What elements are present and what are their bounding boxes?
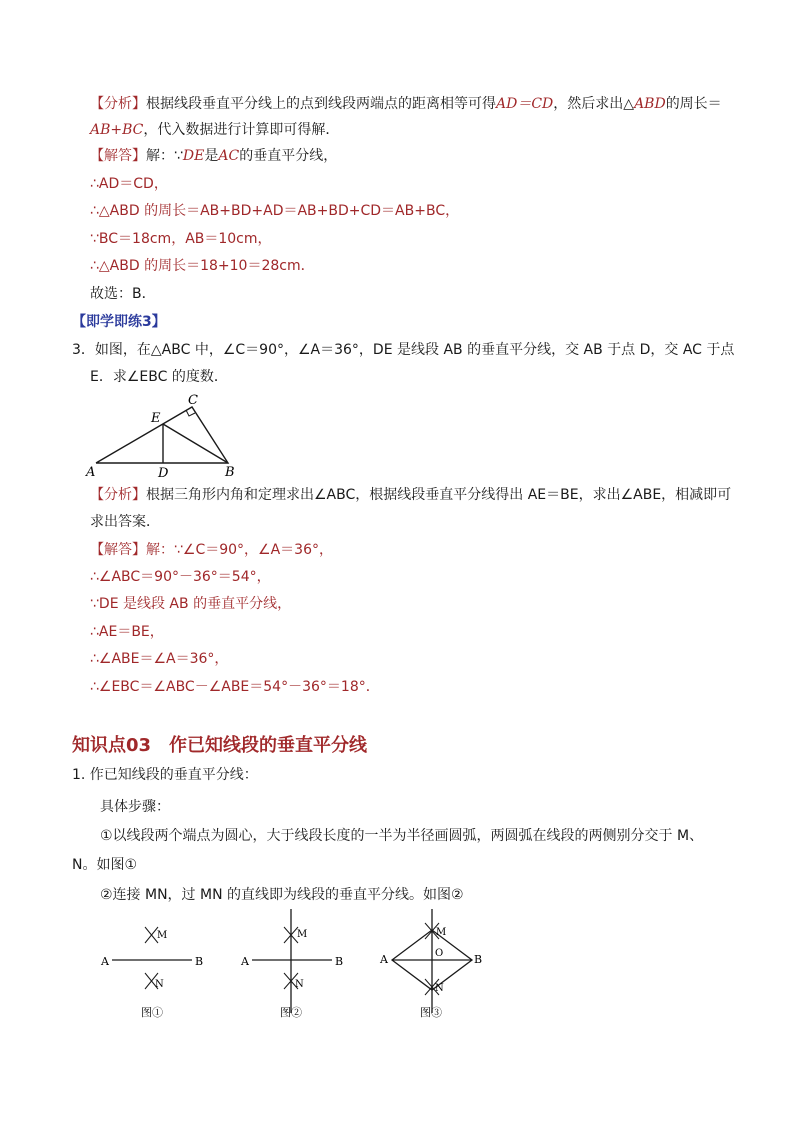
ex2-answer-line4: ∵BC＝18cm，AB＝10cm， [90, 231, 272, 247]
ex2-answer-line1: 【解答】解：∵DE是AC的垂直平分线， [90, 148, 338, 164]
label-n: N [155, 979, 164, 990]
right-angle-mark [186, 410, 195, 416]
answer-tag: 【解答】 [90, 148, 146, 164]
analysis-tag: 【分析】 [90, 96, 146, 112]
answer-tag: 【解答】 [90, 542, 146, 558]
figure-caption: 图③ [420, 1006, 442, 1019]
practice3-analysis-line1: 【分析】根据三角形内角和定理求出∠ABC，根据线段垂直平分线得出 AE＝BE，求出∠ABE，相减即可 [90, 487, 732, 503]
practice3-answer-line4: ∴AE＝BE， [90, 624, 164, 640]
ex2-answer-line2: ∴AD＝CD， [90, 176, 168, 192]
practice3-label: 【即学即练3】 [72, 314, 166, 330]
construction-figure-1 [95, 915, 215, 1025]
figure-caption: 图① [141, 1006, 163, 1019]
ex2-analysis-line2: AB+BC，代入数据进行计算即可得解． [90, 122, 340, 138]
label-b: B [335, 955, 344, 968]
section3-step2: ②连接 MN，过 MN 的直线即为线段的垂直平分线。如图② [100, 887, 464, 903]
label-a: A [380, 953, 388, 966]
label-n: N [435, 983, 444, 994]
label-m: M [157, 930, 168, 941]
practice3-question-line2: E．求∠EBC 的度数． [90, 369, 228, 385]
construction-figure-2 [235, 905, 355, 1025]
ex2-answer-line5: ∴△ABD 的周长＝18+10＝28cm． [90, 258, 315, 274]
label-m: M [297, 929, 308, 940]
section3-item1: 1. 作已知线段的垂直平分线： [72, 767, 258, 783]
section3-step1-line1: ①以线段两个端点为圆心，大于线段长度的一半为半径画圆弧，两圆弧在线段的两侧别分交于 M、 [100, 828, 704, 844]
triangle-abc-figure [80, 386, 250, 480]
point-label-e: E [151, 411, 161, 426]
label-b: B [195, 955, 204, 968]
point-label-a: A [86, 465, 96, 480]
practice3-answer-line2: ∴∠ABC＝90°－36°＝54°， [90, 569, 271, 585]
label-n: N [295, 979, 304, 990]
analysis-tag: 【分析】 [90, 487, 146, 503]
section3-steps-title: 具体步骤： [100, 799, 170, 815]
label-m: M [436, 927, 447, 938]
practice3-answer-line1: 【解答】解：∵∠C＝90°，∠A＝36°， [90, 542, 333, 558]
label-o: O [435, 948, 444, 959]
point-label-d: D [158, 466, 169, 480]
practice3-answer-line5: ∴∠ABE＝∠A＝36°， [90, 651, 229, 667]
practice3-question-line1: 3．如图，在△ABC 中，∠C＝90°，∠A＝36°，DE 是线段 AB 的垂直平分线，交 AB 于点 D，交 AC 于点 [72, 342, 735, 358]
label-a: A [241, 955, 249, 968]
practice3-answer-line6: ∴∠EBC＝∠ABC－∠ABE＝54°－36°＝18°． [90, 679, 380, 695]
label-b: B [474, 953, 483, 966]
ex2-answer-line3: ∴△ABD 的周长＝AB+BD+AD＝AB+BD+CD＝AB+BC， [90, 203, 460, 219]
point-label-b: B [225, 465, 235, 480]
triangle-outline [96, 407, 228, 463]
segment-eb [163, 424, 228, 463]
section-heading: 知识点03 作已知线段的垂直平分线 [72, 735, 368, 756]
label-a: A [101, 955, 109, 968]
practice3-answer-line3: ∵DE 是线段 AB 的垂直平分线， [90, 596, 292, 612]
ex2-analysis-line1: 【分析】根据线段垂直平分线上的点到线段两端点的距离相等可得AD＝CD，然后求出△ABD的周长＝ [90, 96, 722, 112]
construction-figure-3 [375, 905, 495, 1025]
section3-step1-line2: N。如图① [72, 857, 138, 873]
point-label-c: C [188, 393, 198, 408]
figure-caption: 图② [280, 1006, 302, 1019]
practice3-analysis-line2: 求出答案． [90, 514, 160, 530]
ex2-choice: 故选：B． [90, 286, 156, 302]
